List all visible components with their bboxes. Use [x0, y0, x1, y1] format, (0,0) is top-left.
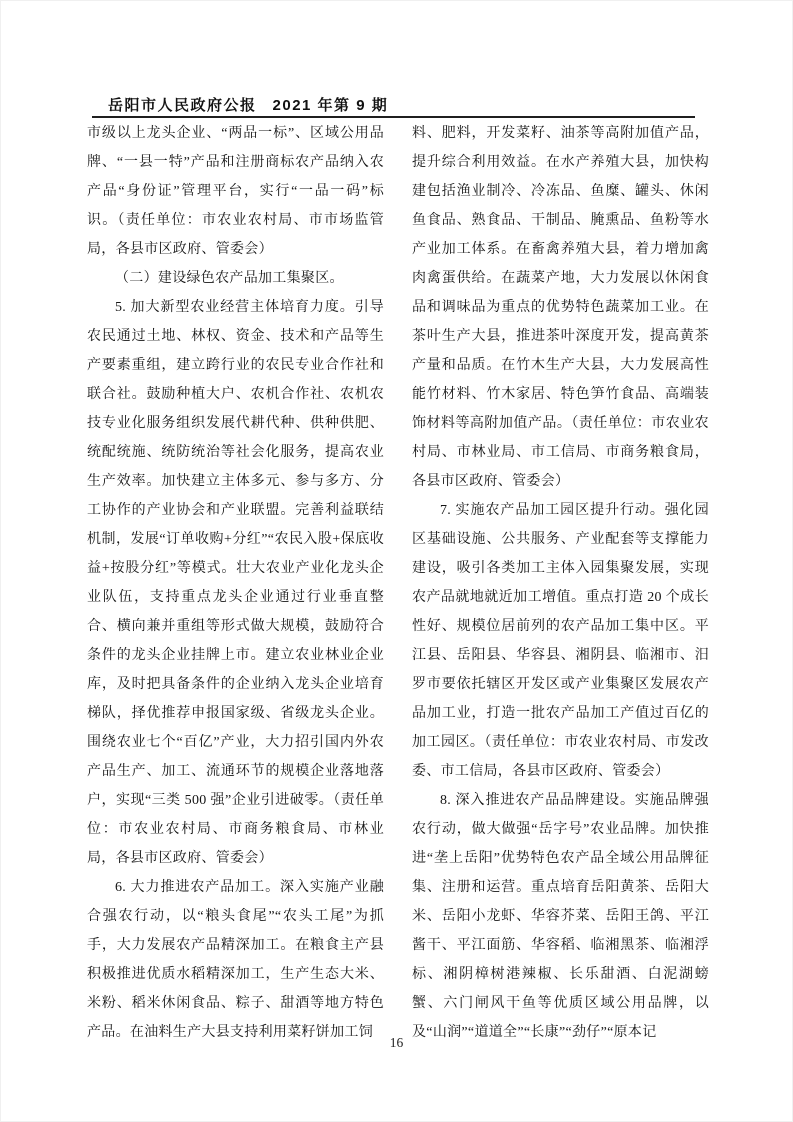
section-heading: （二）建设绿色农产品加工集聚区。: [115, 271, 344, 286]
paragraph-item-6: 6. 大力推进农产品加工。深入实施产业融合强农行动，以“粮头食尾”“农头工尾”为抓手，大力发展农产品精深加工。在粮食主产县积极推进优质水稻精深加工，生产生态大米、米粉、稻米休闲食品、粽子、甜酒等地方特色产品。在油料生产大县支持利用菜籽饼加工饲: [87, 880, 384, 1040]
right-column: [412, 119, 709, 1047]
paragraph-item-5: 5. 加大新型农业经营主体培育力度。引导农民通过土地、林权、资金、技术和产品等生产要素重组，建立跨行业的农民专业合作社和联合社。鼓励种植大户、农机合作社、农机农技专业化服务组织发展代耕代种、供种供肥、统配统施、统防统治等社会化服务，提高农业生产效率。加快建立主体多元、参与多方、分工协作的产业协会和产业联盟。完善利益联结机制，发展“订单收购+分红”“农民入股+保底收益+按股分红”等模式。壮大农业产业化龙头企业队伍，支持重点龙头企业通过行业垂直整合、横向兼并重组等形式做大规模，鼓励符合条件的龙头企业挂牌上市。建立农业林业企业库，及时把具备条件的企业纳入龙头企业培育梯队，择优推荐申报国家级、省级龙头企业。围绕农业七个“百亿”产业，大力招引国内外农产品生产、加工、流通环节的规模企业落地落户，实现“三类 500 强”企业引进破零。（责任单位：市农业农村局、市商务粮食局、市林业局，各县市区政府、管委会）: [87, 300, 384, 866]
header-divider: [92, 116, 695, 118]
paragraph-continuation: 市级以上龙头企业、“两品一标”、区域公用品牌、“一县一特”产品和注册商标农产品纳入农产品“身份证”管理平台，实行“一品一码”标识。（责任单位：市农业农村局、市市场监管局，各县市区政府、管委会）: [87, 126, 384, 257]
paragraph-item-8: 8. 深入推进农产品品牌建设。实施品牌强农行动，做大做强“岳字号”农业品牌。加快推进“垄上岳阳”优势特色农产品全域公用品牌征集、注册和运营。重点培育岳阳黄茶、岳阳大米、岳阳小龙虾、华容芥菜、岳阳王鸽、平江酱干、平江面筋、华容稻、临湘黑茶、临湘浮标、湘阴樟树港辣椒、长乐甜酒、白泥湖螃蟹、六门闸风干鱼等优质区域公用品牌，以及“山润”“道道全”“长康”“劲仔”“原本记: [412, 793, 709, 1040]
left-column: [87, 119, 384, 1047]
publication-title: 岳阳市人民政府公报: [108, 97, 257, 114]
paragraph-continuation: 料、肥料，开发菜籽、油茶等高附加值产品，提升综合利用效益。在水产养殖大县，加快构建包括渔业制冷、冷冻品、鱼糜、罐头、休闲鱼食品、熟食品、干制品、腌熏品、鱼粉等水产业加工体系。在畜禽养殖大县，着力增加禽肉禽蛋供给。在蔬菜产地，大力发展以休闲食品和调味品为重点的优势特色蔬菜加工业。在茶叶生产大县，推进茶叶深度开发，提高黄茶产量和品质。在竹木生产大县，大力发展高性能竹材料、竹木家居、特色笋竹食品、高端装饰材料等高附加值产品。（责任单位：市农业农村局、市林业局、市工信局、市商务粮食局，各县市区政府、管委会）: [412, 126, 709, 489]
page-number: 16: [389, 1035, 404, 1050]
paragraph-item-7: 7. 实施农产品加工园区提升行动。强化园区基础设施、公共服务、产业配套等支撑能力建设，吸引各类加工主体入园集聚发展，实现农产品就地就近加工增值。重点打造 20 个成长性好、规模位居前列的农产品加工集中区。平江县、岳阳县、华容县、湘阴县、临湘市、汨罗市要依托辖区开发区或产业集聚区发展农产品加工业，打造一批农产品加工产值过百亿的加工园区。（责任单位：市农业农村局、市发改委、市工信局，各县市区政府、管委会）: [412, 503, 709, 779]
issue-label: 2021 年第 9 期: [272, 97, 389, 114]
page-header: [108, 94, 388, 115]
page-footer: [0, 1035, 793, 1051]
